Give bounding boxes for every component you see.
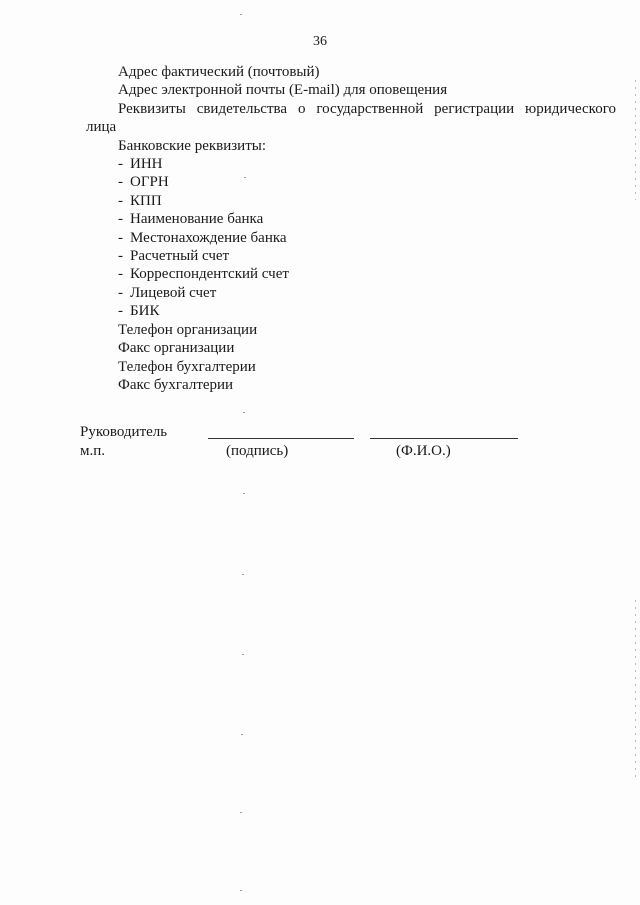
- list-item-label: Местонахождение банка: [130, 229, 287, 246]
- list-item-label: Лицевой счет: [130, 284, 217, 301]
- scan-speck: [241, 734, 243, 735]
- scan-speck: [244, 177, 246, 178]
- list-item-label: БИК: [130, 303, 160, 320]
- bank-details-list: [86, 155, 616, 321]
- name-line: [370, 438, 518, 439]
- list-dash: -: [118, 248, 123, 265]
- scan-speck: [243, 412, 245, 413]
- email-line: Адрес электронной почты (E-mail) для оповещения: [118, 82, 448, 99]
- list-item-label: Корреспондентский счет: [130, 266, 289, 283]
- list-item: [86, 192, 616, 210]
- list-dash: -: [118, 303, 123, 320]
- list-dash: -: [118, 156, 123, 173]
- list-dash: -: [118, 192, 123, 209]
- scan-edge-noise: [635, 600, 636, 780]
- list-item-label: КПП: [130, 192, 162, 209]
- head-label: Руководитель: [80, 424, 168, 440]
- list-item: [86, 173, 616, 191]
- list-item-label: Наименование банка: [130, 211, 264, 228]
- list-item: [86, 247, 616, 265]
- list-item: [86, 265, 616, 283]
- address-actual-line: Адрес фактический (почтовый): [118, 64, 320, 80]
- list-item: [86, 302, 616, 320]
- registration-line-continuation: лица: [86, 119, 117, 136]
- scan-speck: [240, 14, 242, 15]
- scan-speck: [242, 574, 244, 575]
- page-number: 36: [313, 34, 327, 49]
- scan-speck: [240, 890, 242, 891]
- list-item-label: Расчетный счет: [130, 248, 230, 265]
- accounting-fax-line: Факс бухгалтерии: [118, 376, 234, 393]
- accounting-phone-line: Телефон бухгалтерии: [118, 358, 256, 375]
- list-item-label: ИНН: [130, 156, 163, 173]
- scan-speck: [242, 654, 244, 655]
- scan-speck: [243, 493, 245, 494]
- list-item: [86, 155, 616, 173]
- name-caption: (Ф.И.О.): [396, 443, 451, 459]
- list-dash: -: [118, 211, 123, 228]
- signature-line: [208, 438, 354, 439]
- form-content: [86, 63, 616, 394]
- signature-caption: (подпись): [226, 443, 289, 459]
- org-phone-line: Телефон организации: [118, 321, 258, 338]
- scan-edge-noise: [635, 80, 636, 200]
- list-dash: -: [118, 284, 123, 301]
- org-fax-line: Факс организации: [118, 340, 235, 357]
- signature-block: [80, 424, 540, 464]
- list-dash: -: [118, 229, 123, 246]
- list-item: [86, 284, 616, 302]
- list-dash: -: [118, 174, 123, 191]
- list-item: [86, 229, 616, 247]
- bank-details-heading: Банковские реквизиты:: [118, 137, 267, 154]
- list-item: [86, 210, 616, 228]
- scan-speck: [240, 812, 242, 813]
- list-item-label: ОГРН: [130, 174, 169, 191]
- stamp-label: м.п.: [80, 443, 106, 459]
- registration-line: Реквизиты свидетельства о государственной регистрации юридического: [118, 100, 616, 117]
- list-dash: -: [118, 266, 123, 283]
